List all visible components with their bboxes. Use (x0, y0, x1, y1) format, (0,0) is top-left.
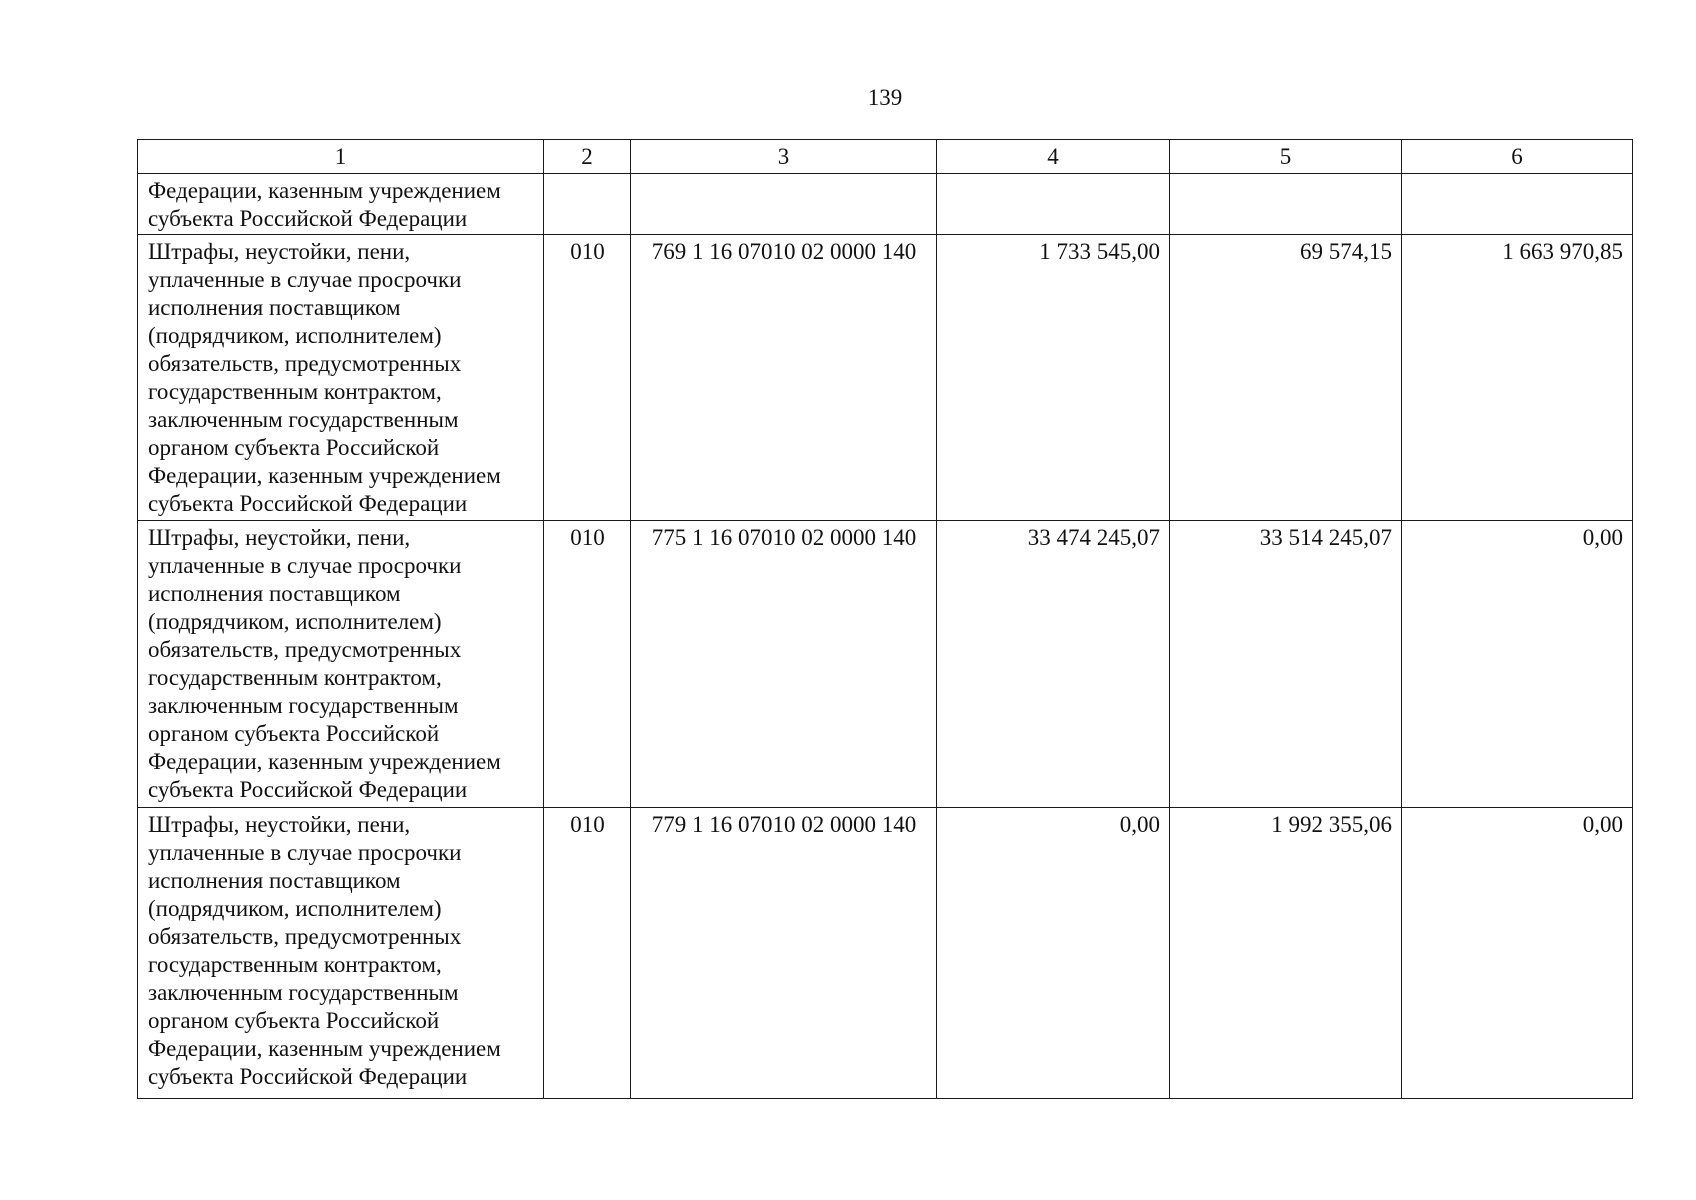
row-classification-code: 779 1 16 07010 02 0000 140 (631, 808, 937, 1099)
column-header-2: 2 (544, 140, 631, 174)
page-number: 139 (867, 85, 903, 110)
row-classification-code: 769 1 16 07010 02 0000 140 (631, 235, 937, 521)
row-value-col5: 33 514 245,07 (1170, 521, 1402, 808)
row-value-col6: 0,00 (1402, 808, 1633, 1099)
column-header-6: 6 (1402, 140, 1633, 174)
data-table (137, 139, 1633, 1099)
row-value-col5: 69 574,15 (1170, 235, 1402, 521)
row-value-col6: 0,00 (1402, 521, 1633, 808)
row-value-col6: 1 663 970,85 (1402, 235, 1633, 521)
table-row (138, 235, 1633, 521)
empty-cell (631, 174, 937, 235)
empty-cell (937, 174, 1170, 235)
row-description: Штрафы, неустойки, пени, уплаченные в случае просрочки исполнения поставщиком (подрядчиком, исполнителем) обязательств, предусмотренных государственным контрактом, заключенным государственным органом субъекта Российской Федерации, казенным учреждением субъекта Российской Федерации (138, 235, 544, 521)
column-header-1: 1 (138, 140, 544, 174)
table-header-row (138, 140, 1633, 174)
row-value-col5: 1 992 355,06 (1170, 808, 1402, 1099)
row-line-code: 010 (544, 808, 631, 1099)
column-header-4: 4 (937, 140, 1170, 174)
column-header-3: 3 (631, 140, 937, 174)
table-row (138, 521, 1633, 808)
row-value-col4: 1 733 545,00 (937, 235, 1170, 521)
empty-cell (544, 174, 631, 235)
table-row-continuation (138, 174, 1633, 235)
empty-cell (1402, 174, 1633, 235)
row-description: Федерации, казенным учреждением субъекта Российской Федерации (138, 174, 544, 235)
row-value-col4: 33 474 245,07 (937, 521, 1170, 808)
column-header-5: 5 (1170, 140, 1402, 174)
row-value-col4: 0,00 (937, 808, 1170, 1099)
empty-cell (1170, 174, 1402, 235)
row-line-code: 010 (544, 235, 631, 521)
row-line-code: 010 (544, 521, 631, 808)
table-row (138, 808, 1633, 1099)
row-description: Штрафы, неустойки, пени, уплаченные в случае просрочки исполнения поставщиком (подрядчиком, исполнителем) обязательств, предусмотренных государственным контрактом, заключенным государственным органом субъекта Российской Федерации, казенным учреждением субъекта Российской Федерации (138, 521, 544, 808)
row-description: Штрафы, неустойки, пени, уплаченные в случае просрочки исполнения поставщиком (подрядчиком, исполнителем) обязательств, предусмотренных государственным контрактом, заключенным государственным органом субъекта Российской Федерации, казенным учреждением субъекта Российской Федерации (138, 808, 544, 1099)
row-classification-code: 775 1 16 07010 02 0000 140 (631, 521, 937, 808)
